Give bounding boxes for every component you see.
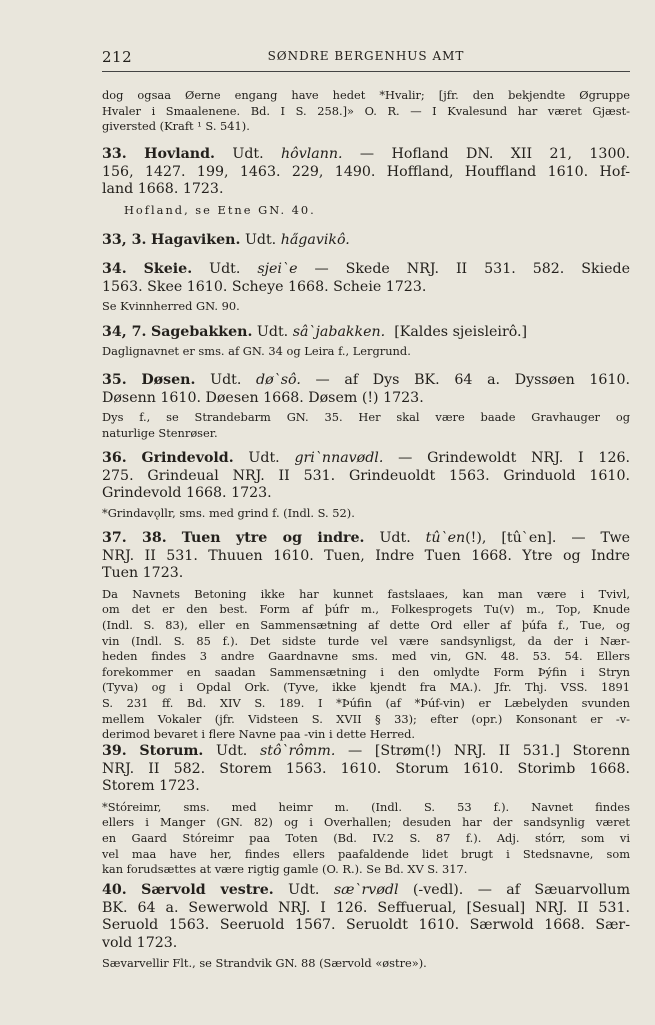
entry-head bbox=[102, 530, 630, 548]
entry-note: heden findes 3 andre Gaardnavne sms. med vin, GN. 48. 53. 54. Ellers bbox=[102, 649, 630, 664]
entry-line: — af Dys BK. 64 a. Dyssøen 1610. bbox=[315, 372, 631, 388]
entry-line: — [Strøm(!) NRJ. II 531.] Storenn bbox=[348, 743, 630, 759]
entry-note: derimod bevaret i flere Navne paa -vin i dette Herred. bbox=[102, 727, 416, 742]
entry-line: — Skede NRJ. II 531. 582. Skiede bbox=[314, 261, 630, 277]
entry-note: Daglignavnet er sms. af GN. 34 og Leira f., Lergrund. bbox=[102, 343, 411, 358]
entry-line: (!), [tû`en]. — Twe bbox=[465, 530, 630, 546]
intro-line: giversted (Kraft ¹ S. 541). bbox=[102, 119, 250, 134]
pronunciation: sâ`jabakken. bbox=[292, 324, 386, 340]
entry-number: 34, 7. bbox=[102, 324, 147, 340]
entry-name: Storum. bbox=[139, 743, 204, 759]
entry-number: 34. bbox=[102, 261, 127, 277]
entry-line: 275. Grindeual NRJ. II 531. Grindeuoldt 1563. Grinduold 1610. bbox=[102, 467, 630, 484]
entry-head bbox=[102, 232, 630, 250]
entry-line: BK. 64 a. Sewerwold NRJ. I 126. Seffuerual, [Sesual] NRJ. II 531. bbox=[102, 899, 630, 916]
entry-note: *Grindavǫllr, sms. med grind f. (Indl. S. 52). bbox=[102, 505, 355, 520]
entry-line: — Grindewoldt NRJ. I 126. bbox=[398, 450, 631, 466]
entry-note: kan forudsættes at være rigtig gamle (O. R.). Se Bd. XV S. 317. bbox=[102, 862, 468, 877]
entry-line: NRJ. II 582. Storem 1563. 1610. Storum 1610. Storimb 1668. bbox=[102, 760, 630, 777]
page-number: 212 bbox=[102, 48, 133, 66]
entry-head bbox=[102, 324, 630, 342]
entry-line: land 1668. 1723. bbox=[102, 181, 224, 198]
udt-label: Udt. bbox=[248, 450, 280, 466]
entry-number: 36. bbox=[102, 450, 127, 466]
entry-note: ellers i Manger (GN. 82) og i Overhallen; desuden har der sandsynlig været bbox=[102, 815, 630, 830]
entry-33-hovland bbox=[102, 146, 630, 218]
intro-line: Hvaler i Smaalenene. Bd. I S. 258.]» O. R. — I Kvalesund har været Gjæst- bbox=[102, 103, 630, 118]
entry-note: Dys f., se Strandebarm GN. 35. Her skal være baade Gravhauger og bbox=[102, 410, 630, 425]
entry-note: S. 231 ff. Bd. XIV S. 189. I *Þúfin (af *Þúf-vin) er Læbelyden svunden bbox=[102, 695, 630, 710]
entry-head bbox=[102, 450, 630, 468]
entry-note: vel maa have her, findes ellers paafaldende lidet brugt i Stedsnavne, som bbox=[102, 846, 630, 861]
entry-number: 39. bbox=[102, 743, 127, 759]
entry-39-storum bbox=[102, 743, 630, 878]
udt-label: Udt. bbox=[379, 530, 411, 546]
udt-label: Udt. bbox=[288, 882, 320, 898]
entry-line: NRJ. II 531. Thuuen 1610. Tuen, Indre Tuen 1668. Ytre og Indre bbox=[102, 547, 630, 564]
entry-name: Hagaviken. bbox=[150, 232, 241, 248]
entry-line: (-vedl). — af Sæuarvollum bbox=[412, 882, 631, 898]
header-rule bbox=[102, 71, 630, 72]
entry-note: forekommer en saadan Sammensætning i den omlydte Form Þýfin i Stryn bbox=[102, 664, 630, 679]
entry-name: Hovland. bbox=[144, 146, 215, 162]
udt-label: Udt. bbox=[244, 232, 277, 248]
entry-line: Seruold 1563. Seeruold 1567. Seruoldt 1610. Særwold 1668. Sær- bbox=[102, 917, 630, 934]
entry-note: Hofland, se Etne GN. 40. bbox=[124, 202, 316, 217]
entry-35-dosen bbox=[102, 372, 630, 441]
entry-line: 1563. Skee 1610. Scheye 1668. Scheie 1723. bbox=[102, 278, 427, 295]
udt-label: Udt. bbox=[232, 146, 264, 162]
entry-name: Sagebakken. bbox=[150, 324, 253, 340]
entry-note: naturlige Stenrøser. bbox=[102, 425, 218, 440]
udt-label: Udt. bbox=[256, 324, 289, 340]
entry-line: Tuen 1723. bbox=[102, 565, 184, 582]
intro-paragraph bbox=[102, 88, 630, 135]
entry-name: Tuen ytre og indre. bbox=[181, 530, 365, 546]
entry-note: *Stóreimr, sms. med heimr m. (Indl. S. 53 f.). Navnet findes bbox=[102, 799, 630, 814]
udt-label: Udt. bbox=[209, 261, 241, 277]
entry-number: 33. bbox=[102, 146, 127, 162]
entry-note: mellem Vokaler (jfr. Vidsteen S. XVII § 33); efter (opr.) Konsonant er -v- bbox=[102, 711, 630, 726]
entry-note: Da Navnets Betoning ikke har kunnet fastslaaes, kan man være i Tvivl, bbox=[102, 586, 630, 601]
entry-note: (Tyva) og i Opdal Ork. (Tyve, ikke kjendt fra MA.). Jfr. Thj. VSS. 1891 bbox=[102, 680, 630, 695]
entry-head bbox=[102, 372, 630, 390]
entry-line: Storem 1723. bbox=[102, 778, 200, 795]
pronunciation: ha̋gavikô. bbox=[280, 232, 350, 248]
entry-number: 37. 38. bbox=[102, 530, 167, 546]
pronunciation: stô`rômm. bbox=[259, 743, 336, 759]
entry-name: Døsen. bbox=[141, 372, 196, 388]
entry-number: 40. bbox=[102, 882, 127, 898]
entry-name: Særvold vestre. bbox=[141, 882, 274, 898]
pronunciation: tû`en bbox=[425, 530, 466, 546]
entry-34-skeie bbox=[102, 261, 630, 315]
udt-label: Udt. bbox=[210, 372, 242, 388]
entry-number: 35. bbox=[102, 372, 127, 388]
entry-34-7-sagebakken bbox=[102, 324, 630, 359]
pronunciation: dø`sô. bbox=[256, 372, 301, 388]
entry-note: Se Kvinnherred GN. 90. bbox=[102, 299, 240, 314]
running-title: SØNDRE BERGENHUS AMT bbox=[267, 49, 465, 63]
entry-note: om det er den best. Form af þúfr m., Folkesprogets Tu(v) m., Top, Knude bbox=[102, 602, 630, 617]
entry-note: Sævarvellir Flt., se Strandvik GN. 88 (Særvold «østre»). bbox=[102, 956, 427, 971]
entry-33-3-hagaviken bbox=[102, 232, 630, 250]
pronunciation: hôvlann. bbox=[281, 146, 343, 162]
entry-line: — Hofland DN. XII 21, 1300. bbox=[359, 146, 631, 162]
udt-label: Udt. bbox=[216, 743, 248, 759]
entry-37-38-tuen bbox=[102, 530, 630, 743]
entry-note: (Indl. S. 83), eller en Sammensætning af dette Ord eller af þúfa f., Tue, og bbox=[102, 617, 630, 632]
pronunciation: gri`nnavødl. bbox=[294, 450, 384, 466]
pronunciation: sjei`e bbox=[257, 261, 298, 277]
running-header bbox=[102, 48, 630, 68]
entry-head bbox=[102, 743, 630, 761]
entry-line: Døsenn 1610. Døesen 1668. Døsem (!) 1723. bbox=[102, 389, 424, 406]
entry-40-saervold bbox=[102, 882, 630, 972]
entry-name: Skeie. bbox=[143, 261, 193, 277]
entry-line: Grindevold 1668. 1723. bbox=[102, 485, 272, 502]
entry-note: vin (Indl. S. 85 f.). Det sidste turde vel være sandsynligst, da der i Nær- bbox=[102, 633, 630, 648]
entry-number: 33, 3. bbox=[102, 232, 147, 248]
entry-head bbox=[102, 261, 630, 279]
pronunciation: sæ`rvødl bbox=[333, 882, 399, 898]
entry-36-grindevold bbox=[102, 450, 630, 521]
entry-line: 156, 1427. 199, 1463. 229, 1490. Hoffland, Houffland 1610. Hof- bbox=[102, 163, 630, 180]
entry-line: vold 1723. bbox=[102, 934, 178, 951]
entry-name: Grindevold. bbox=[141, 450, 234, 466]
entry-head bbox=[102, 882, 630, 900]
entry-line: [Kaldes sjeisleirô.] bbox=[394, 324, 528, 340]
entry-note: en Gaard Stóreimr paa Toten (Bd. IV.2 S. 87 f.). Adj. stórr, som vi bbox=[102, 830, 630, 845]
entry-head bbox=[102, 146, 630, 164]
intro-line: dog ogsaa Øerne engang have hedet *Hvalir; [jfr. den bekjendte Øgruppe bbox=[102, 88, 630, 102]
